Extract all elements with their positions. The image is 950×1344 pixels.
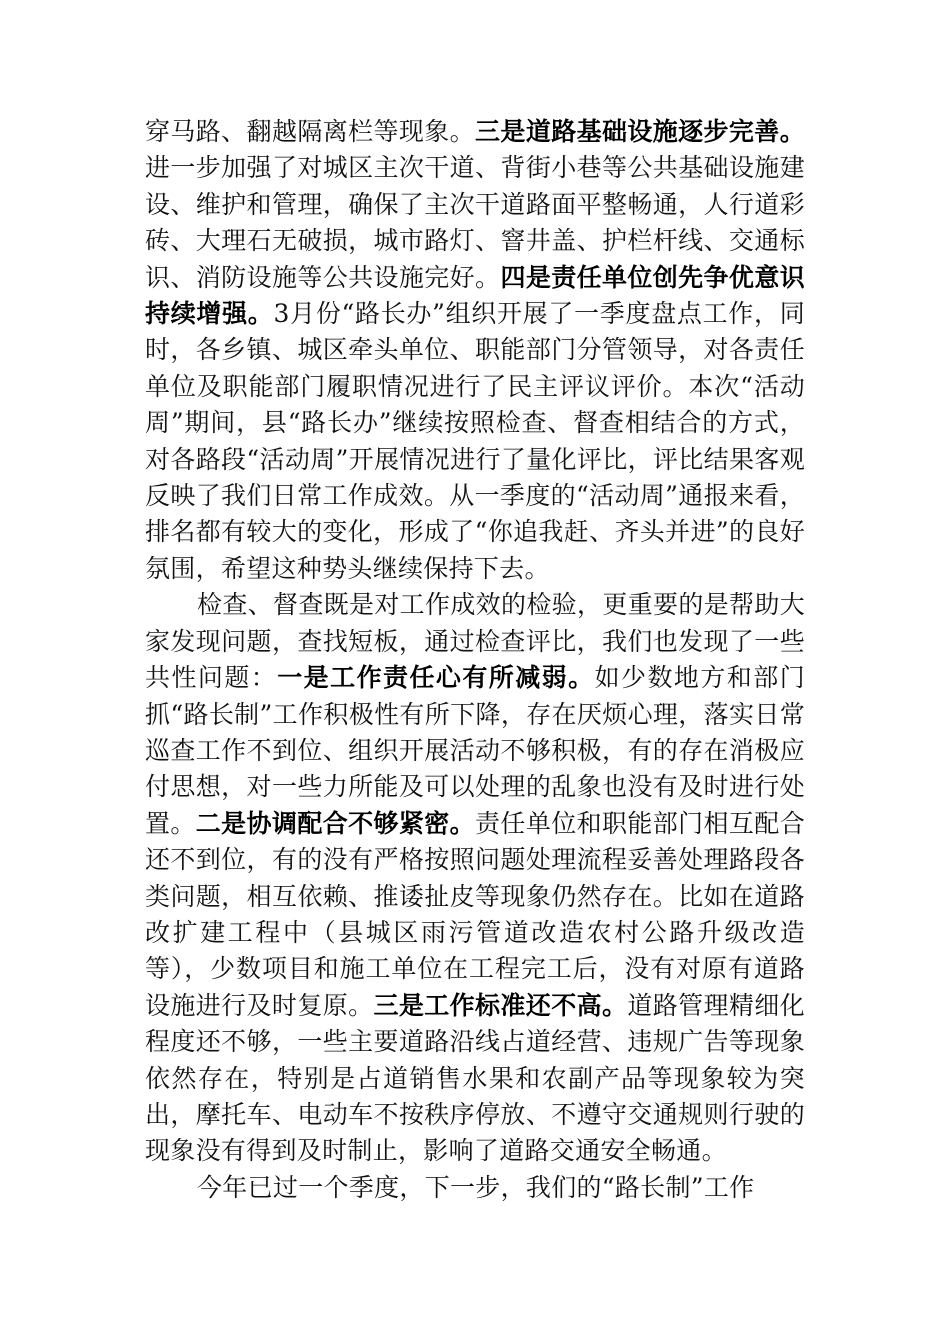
text-run: 今年已过一个季度，下一步，我们的“路长制”工作 [197, 1172, 755, 1202]
text-run: 3月份“路长办”组织开展了一季度盘点工作，同时，各乡镇、城区牵头单位、职能部门分管领导，对各责任单位及职能部门履职情况进行了民主评议评价。本次“活动周”期间，县“路长办”继续按照检查、督查相结合的方式，对各路段“活动周”开展情况进行了量化评比，评比结果客观反映了我们日常工作成效。从一季度的“活动周”通报来看，排名都有较大的变化，形成了“你追我赶、齐头并进”的良好氛围，希望这种势头继续保持下去。 [145, 299, 805, 583]
text-run: 责任单位和职能部门相互配合还不到位，有的没有严格按照问题处理流程妥善处理路段各类问题，相互依赖、推诿扯皮等现象仍然存在。比如在道路改扩建工程中（县城区雨污管道改造农村公路升级改造等），少数项目和施工单位在工程完工后，没有对原有道路设施进行及时复原。 [145, 808, 805, 1020]
text-run: 道路管理精细化程度还不够，一些主要道路沿线占道经营、违规广告等现象依然存在，特别是占道销售水果和农副产品等现象较为突出，摩托车、电动车不按秩序停放、不遵守交通规则行驶的现象没有得到及时制止，影响了道路交通安全畅通。 [145, 990, 805, 1166]
bold-heading-run: 二是协调配合不够紧密。 [195, 808, 476, 838]
text-run: 检查、督查既是对工作成效的检验，更重要的是帮助大家发现问题，查找短板，通过检查评比，我们也发现了一些共性问题： [145, 590, 805, 693]
paragraph-2 [145, 587, 805, 1170]
bold-heading-run: 三是工作标准还不高。 [373, 990, 628, 1020]
bold-heading-run: 三是道路基础设施逐步完善。 [475, 117, 805, 146]
text-run: 穿马路、翻越隔离栏等现象。 [145, 117, 476, 146]
paragraph-1 [145, 114, 805, 587]
document-page [145, 114, 805, 1206]
paragraph-3 [145, 1170, 805, 1206]
bold-heading-run: 一是工作责任心有所减弱。 [277, 663, 595, 693]
text-run: 如少数地方和部门抓“路长制”工作积极性有所下降，存在厌烦心理，落实日常巡查工作不到位、组织开展活动不够积极，有的存在消极应付思想，对一些力所能及可以处理的乱象也没有及时进行处置。 [145, 663, 805, 838]
text-run: 进一步加强了对城区主次干道、背街小巷等公共基础设施建设、维护和管理，确保了主次干道路面平整畅通，人行道彩砖、大理石无破损，城市路灯、窨井盖、护栏杆线、交通标识、消防设施等公共设施完好。 [145, 153, 805, 292]
bold-heading-run: 四是责任单位创先争优意识持续增强。 [145, 262, 806, 329]
